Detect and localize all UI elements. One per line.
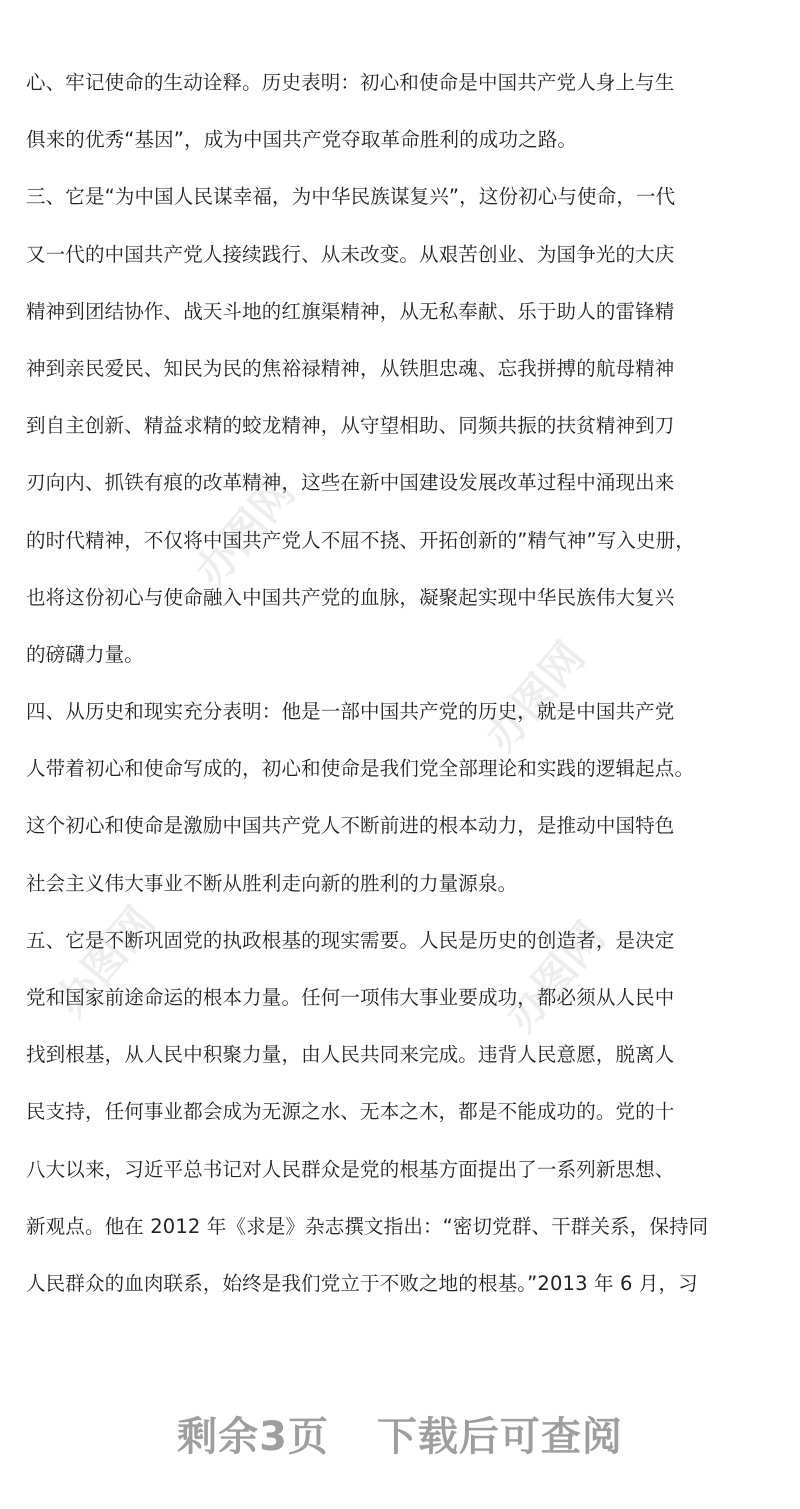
text-line: 刃向内、抓铁有痕的改革精神，这些在新中国建设发展改革过程中涌现出来 [26, 471, 675, 495]
text-line: 三、它是“为中国人民谋幸福，为中华民族谋复兴”，这份初心与使命，一代 [26, 185, 676, 209]
text-line: 五、它是不断巩固党的执政根基的现实需要。人民是历史的创造者，是决定 [26, 928, 675, 952]
text-line: 人带着初心和使命写成的，初心和使命是我们党全部理论和实践的逻辑起点。 [26, 757, 695, 781]
text-line: 找到根基，从人民中积聚力量，由人民共同来完成。违背人民意愿，脱离人 [26, 1043, 675, 1067]
document-body [26, 54, 778, 1312]
text-line: 四、从历史和现实充分表明：他是一部中国共产党的历史，就是中国共产党 [26, 700, 675, 724]
watermark: 办图网 [185, 467, 305, 596]
text-line: 新观点。他在 2012 年《求是》杂志撰文指出：“密切党群、干群关系，保持同 [26, 1214, 709, 1238]
remaining-pages-label: 剩余3页 [177, 1414, 329, 1460]
text-line: 人民群众的血肉联系，始终是我们党立于不败之地的根基。”2013 年 6 月，习 [26, 1271, 698, 1295]
text-line: 这个初心和使命是激励中国共产党人不断前进的根本动力，是推动中国特色 [26, 814, 675, 838]
text-line: 党和国家前途命运的根本力量。任何一项伟大事业要成功，都必须从人民中 [26, 986, 675, 1009]
text-line: 精神到团结协作、战天斗地的红旗渠精神，从无私奉献、乐于助人的雷锋精 [26, 299, 675, 323]
watermark: 办图网 [495, 912, 615, 1041]
text-line: 八大以来，习近平总书记对人民群众是党的根基方面提出了一系列新思想、 [26, 1157, 675, 1181]
text-line: 神到亲民爱民、知民为民的焦裕禄精神，从铁胆忠魂、忘我拼搏的航母精神 [26, 356, 675, 380]
download-to-view-label: 下载后可查阅 [376, 1414, 623, 1460]
download-prompt[interactable] [0, 1405, 800, 1462]
text-line: 社会主义伟大事业不断从胜利走向新的胜利的力量源泉。 [26, 871, 518, 895]
watermark: 办图网 [475, 632, 595, 761]
text-line: 到自主创新、精益求精的蛟龙精神，从守望相助、同频共振的扶贫精神到刀 [26, 414, 675, 438]
text-line: 民支持，任何事业都会成为无源之水、无本之木，都是不能成功的。党的十 [26, 1100, 675, 1124]
text-line: 的时代精神，不仅将中国共产党人不屈不挠、开拓创新的”精气神”写入史册， [26, 528, 695, 552]
text-line: 也将这份初心与使命融入中国共产党的血脉，凝聚起实现中华民族伟大复兴 [26, 585, 675, 609]
text-line: 又一代的中国共产党人接续践行、从未改变。从艰苦创业、为国争光的大庆 [26, 242, 675, 266]
text-line: 的磅礴力量。 [26, 642, 144, 666]
text-line: 心、牢记使命的生动诠释。历史表明：初心和使命是中国共产党人身上与生 [26, 71, 675, 94]
text-line: 俱来的优秀“基因”，成为中国共产党夺取革命胜利的成功之路。 [26, 128, 578, 152]
watermark: 办图网 [45, 897, 165, 1026]
